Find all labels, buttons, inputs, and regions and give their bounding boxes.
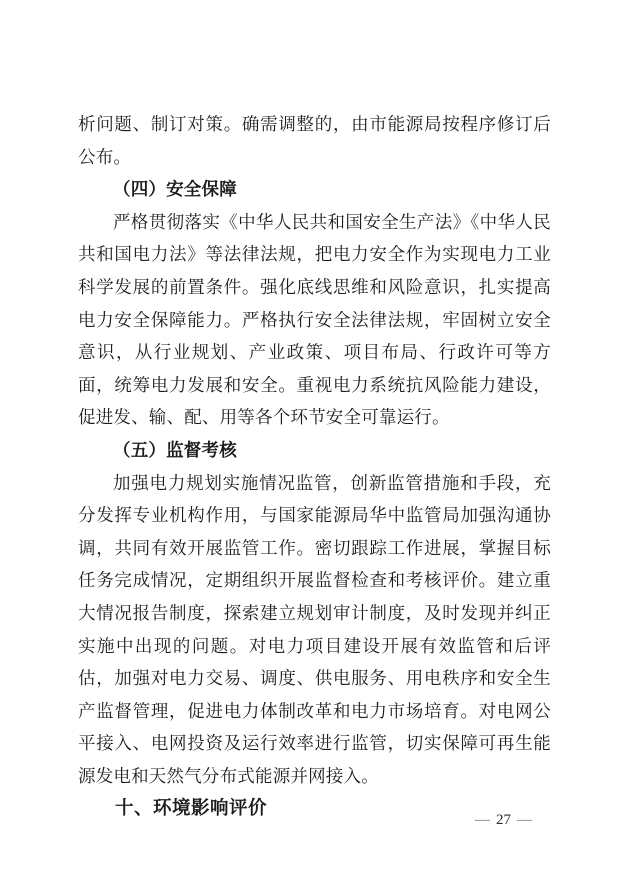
footer-left-dash: —: [475, 812, 490, 828]
page-number: 27: [496, 812, 511, 828]
section-5-paragraph: 加强电力规划实施情况监管，创新监管措施和手段，充分发挥专业机构作用，与国家能源局华中监管局加强沟通协调，共同有效开展监管工作。密切跟踪工作进展，掌握目标任务完成情况，定期组织开展监督检查和考核评价。建立重大情况报告制度，探索建立规划审计制度，及时发现并纠正实施中出现的问题。对电力项目建设开展有效监管和后评估，加强对电力交易、调度、供电服务、用电秩序和安全生产监督管理，促进电力体制改革和电力市场培育。对电网公平接入、电网投资及运行效率进行监管，切实保障可再生能源发电和天然气分布式能源并网接入。: [78, 472, 551, 786]
page-number-footer: [469, 809, 538, 831]
continuation-paragraph: 析问题、制订对策。确需调整的，由市能源局按程序修订后公布。: [78, 114, 551, 167]
chapter-heading-10-environment: 十、环境影响评价: [115, 797, 268, 819]
section-4-paragraph: 严格贯彻落实《中华人民共和国安全生产法》《中华人民共和国电力法》等法律法规，把电力安全作为实现电力工业科学发展的前置条件。强化底线思维和风险意识，扎实提高电力安全保障能力。严格执行安全法律法规，牢固树立安全意识，从行业规划、产业政策、项目布局、行政许可等方面，统筹电力发展和安全。重视电力系统抗风险能力建设，促进发、输、配、用等各个环节安全可靠运行。: [78, 211, 551, 428]
document-body: [78, 108, 551, 825]
section-heading-4-safety: （四）安全保障: [113, 179, 237, 200]
footer-right-dash: —: [517, 812, 532, 828]
section-heading-5-supervision: （五）监督考核: [113, 439, 237, 460]
